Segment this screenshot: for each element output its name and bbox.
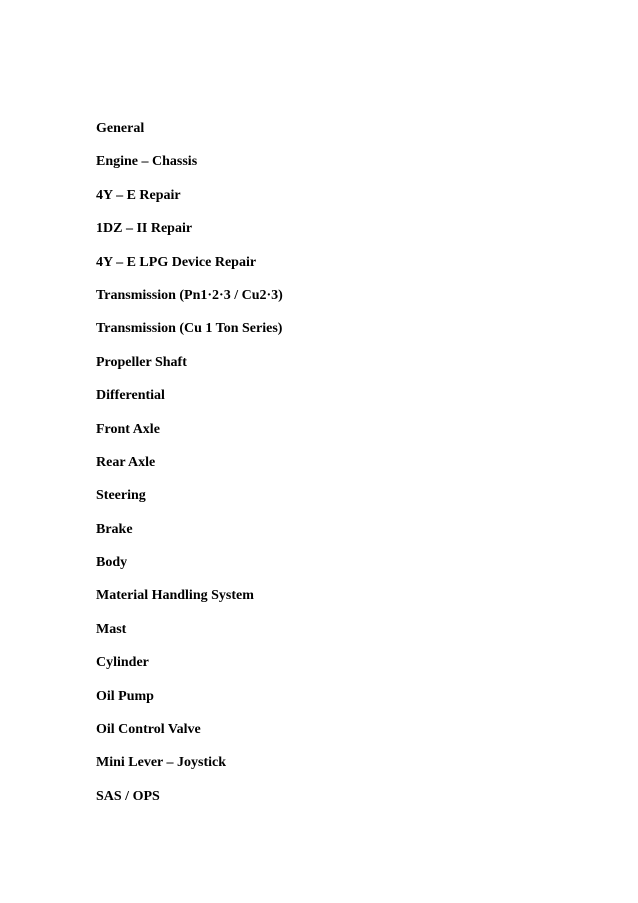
- contents-item: Cylinder: [96, 655, 149, 671]
- contents-item: General: [96, 121, 145, 136]
- contents-item: SAS / OPS: [96, 788, 160, 804]
- contents-item: Oil Control Valve: [96, 722, 201, 738]
- contents-item: 4Y – E Repair: [96, 187, 181, 203]
- contents-item: Oil Pump: [96, 688, 154, 704]
- contents-item: 1DZ – II Repair: [96, 221, 193, 237]
- contents-item: Brake: [96, 521, 133, 537]
- contents-item: 4Y – E LPG Device Repair: [96, 254, 257, 270]
- contents-item: Body: [96, 555, 128, 571]
- contents-item: Engine – Chassis: [96, 154, 198, 170]
- contents-item: Propeller Shaft: [96, 354, 187, 370]
- contents-item: Steering: [96, 488, 146, 504]
- contents-item: Mast: [96, 621, 127, 637]
- contents-item: Material Handling System: [96, 588, 254, 604]
- contents-list: [96, 120, 283, 821]
- contents-item: Transmission (Pn1·2·3 / Cu2·3): [96, 287, 283, 303]
- contents-item: Differential: [96, 388, 165, 404]
- contents-item: Mini Lever – Joystick: [96, 755, 227, 771]
- contents-item: Front Axle: [96, 421, 160, 437]
- contents-item: Transmission (Cu 1 Ton Series): [96, 321, 283, 337]
- contents-item: Rear Axle: [96, 454, 156, 470]
